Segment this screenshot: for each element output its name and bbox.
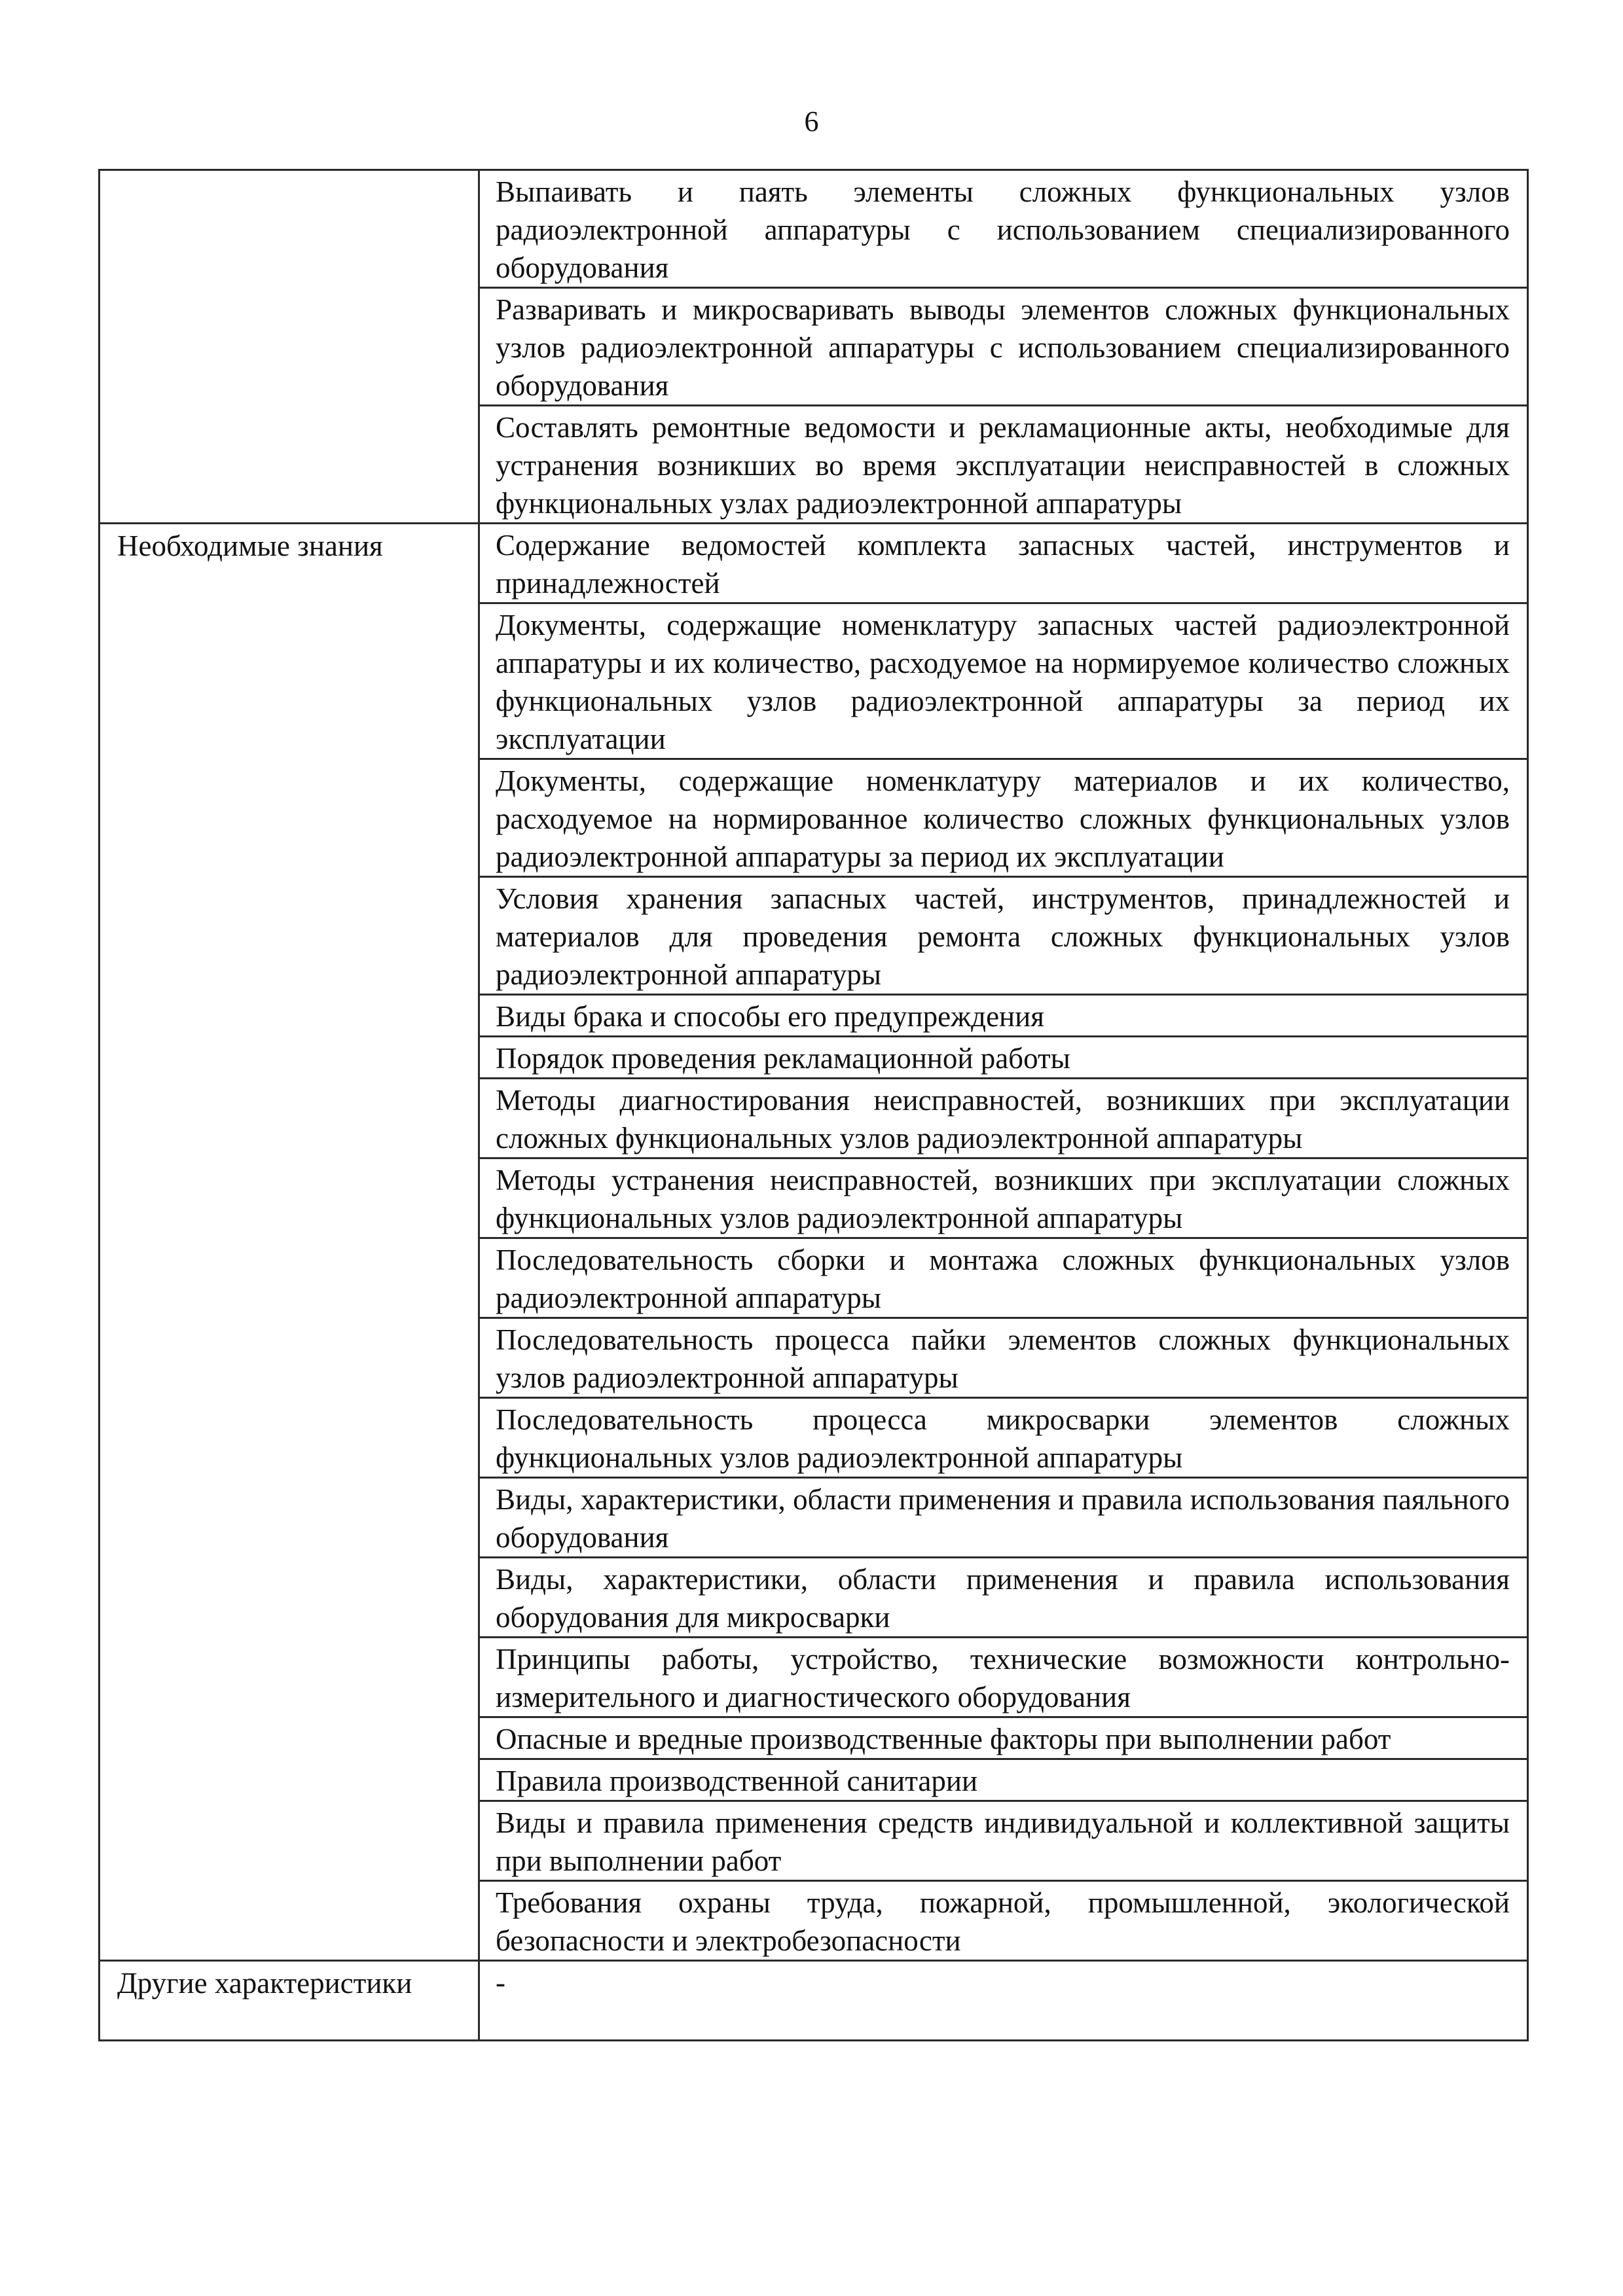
continued-label-cell bbox=[100, 170, 479, 524]
knowledge-item: Порядок проведения рекламационной работы bbox=[479, 1037, 1528, 1079]
knowledge-item: Опасные и вредные производственные факторы при выполнении работ bbox=[479, 1717, 1528, 1759]
knowledge-item: Содержание ведомостей комплекта запасных частей, инструментов и принадлежностей bbox=[479, 524, 1528, 603]
knowledge-item: Документы, содержащие номенклатуру запасных частей радиоэлектронной аппаратуры и их количество, расходуемое на нормируемое количество сложных функциональных узлов радиоэлектронной аппаратуры за период их эксплуатации bbox=[479, 603, 1528, 759]
knowledge-item: Последовательность процесса микросварки элементов сложных функциональных узлов радиоэлектронной аппаратуры bbox=[479, 1398, 1528, 1478]
knowledge-item: Требования охраны труда, пожарной, промышленной, экологической безопасности и электробезопасности bbox=[479, 1881, 1528, 1961]
knowledge-item: Условия хранения запасных частей, инструментов, принадлежностей и материалов для проведения ремонта сложных функциональных узлов радиоэлектронной аппаратуры bbox=[479, 877, 1528, 995]
knowledge-item: Последовательность процесса пайки элементов сложных функциональных узлов радиоэлектронной аппаратуры bbox=[479, 1318, 1528, 1398]
knowledge-label: Необходимые знания bbox=[100, 524, 479, 1961]
knowledge-item: Последовательность сборки и монтажа сложных функциональных узлов радиоэлектронной аппаратуры bbox=[479, 1238, 1528, 1318]
skill-item: Разваривать и микросваривать выводы элементов сложных функциональных узлов радиоэлектронной аппаратуры с использованием специализированного оборудования bbox=[479, 288, 1528, 406]
skill-item: Составлять ремонтные ведомости и рекламационные акты, необходимые для устранения возникших во время эксплуатации неисправностей в сложных функциональных узлах радиоэлектронной аппаратуры bbox=[479, 406, 1528, 524]
other-characteristics-value: - bbox=[479, 1961, 1528, 2041]
knowledge-item: Виды и правила применения средств индивидуальной и коллективной защиты при выполнении работ bbox=[479, 1801, 1528, 1881]
knowledge-item: Документы, содержащие номенклатуру материалов и их количество, расходуемое на нормированное количество сложных функциональных узлов радиоэлектронной аппаратуры за период их эксплуатации bbox=[479, 759, 1528, 877]
skill-item: Выпаивать и паять элементы сложных функциональных узлов радиоэлектронной аппаратуры с использованием специализированного оборудования bbox=[479, 170, 1528, 288]
knowledge-item: Принципы работы, устройство, технические возможности контрольно-измерительного и диагностического оборудования bbox=[479, 1638, 1528, 1717]
table-row bbox=[100, 170, 1528, 288]
table-row bbox=[100, 524, 1528, 603]
knowledge-item: Правила производственной санитарии bbox=[479, 1759, 1528, 1801]
knowledge-item: Виды, характеристики, области применения и правила использования оборудования для микросварки bbox=[479, 1558, 1528, 1638]
knowledge-item: Методы устранения неисправностей, возникших при эксплуатации сложных функциональных узлов радиоэлектронной аппаратуры bbox=[479, 1158, 1528, 1238]
knowledge-item: Методы диагностирования неисправностей, возникших при эксплуатации сложных функциональных узлов радиоэлектронной аппаратуры bbox=[479, 1079, 1528, 1158]
knowledge-item: Виды брака и способы его предупреждения bbox=[479, 995, 1528, 1037]
page-number: 6 bbox=[804, 105, 819, 137]
knowledge-item: Виды, характеристики, области применения и правила использования паяльного оборудования bbox=[479, 1478, 1528, 1558]
competency-table bbox=[98, 169, 1529, 2041]
table-row bbox=[100, 1961, 1528, 2041]
other-characteristics-label: Другие характеристики bbox=[100, 1961, 479, 2041]
